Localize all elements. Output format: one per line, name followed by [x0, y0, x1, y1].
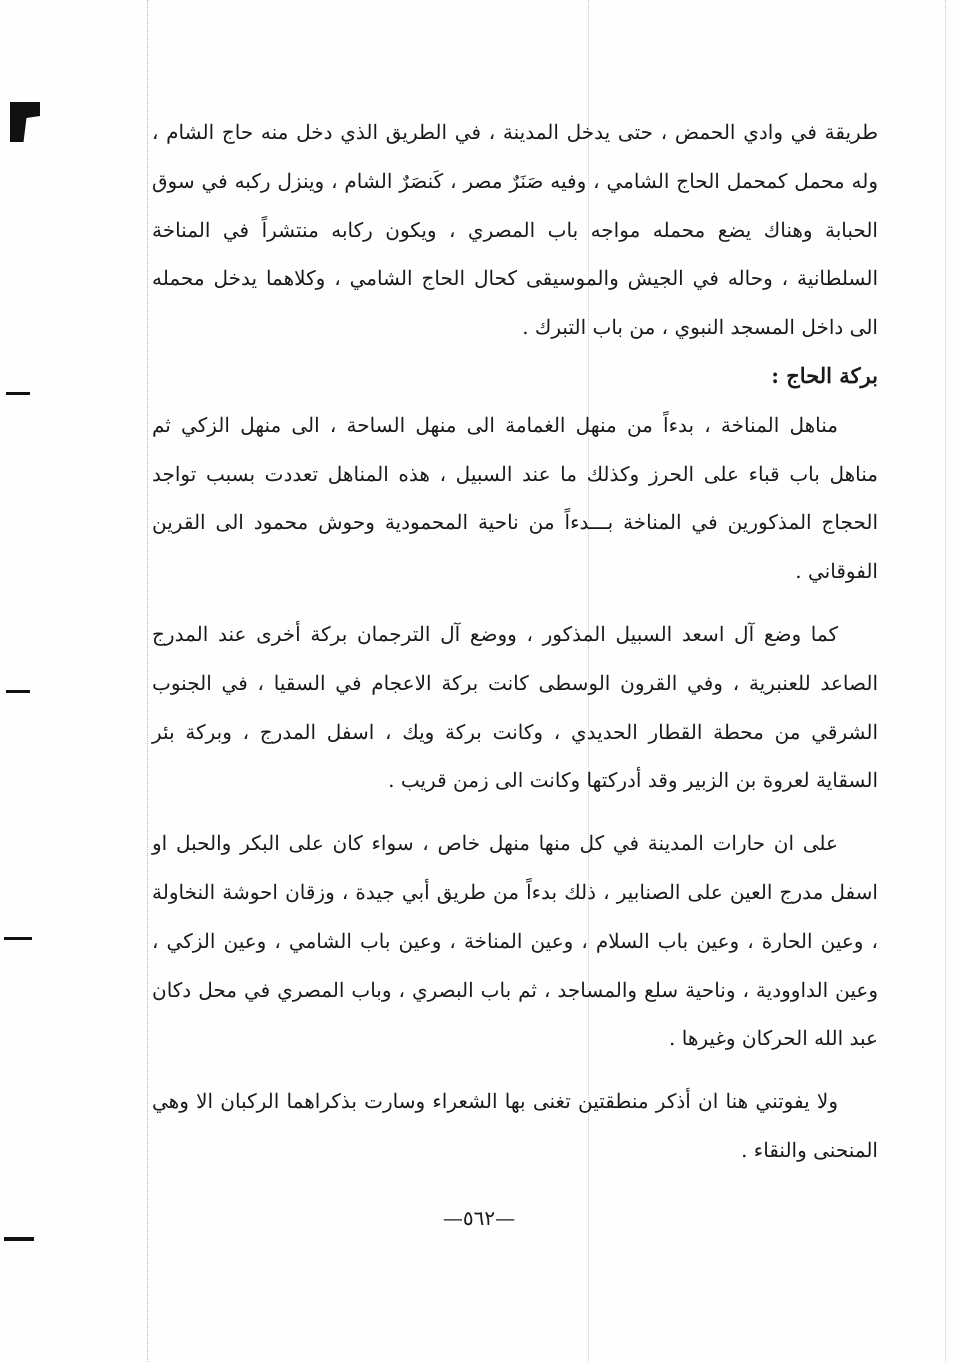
section-heading: بركة الحاج : — [771, 362, 878, 388]
body-text — [152, 108, 878, 1175]
paragraph: مناهل المناخة ، بدءاً من منهل الغمامة الى منهل الساحة ، الى منهل الزكي ثم مناهل باب قباء على الحرز وكذلك ما عند السبيل ، هذه المناهل تعددت بسبب تواجد الحجاج المذكورين في المناخة بـــدءاً من ناحية المحمودية وحوش محمود الى القرين الفوقاني . — [152, 412, 879, 584]
margin-dash-marker — [4, 1237, 34, 1241]
page-number: —٥٦٢— — [442, 1206, 516, 1230]
margin-flag-marker — [10, 102, 40, 142]
margin-dash-marker — [6, 690, 30, 693]
paragraph: على ان حارات المدينة في كل منها منهل خاص ، سواء كان على البكر والحبل او اسفل مدرج العين على الصنابير ، ذلك بدءاً من طريق أبي جيدة ، وزقان احوشة النخاولة ، وعين الحارة ، وعين باب السلام ، وعين المناخة ، وعين باب الشامي ، وعين الزكي ، وعين الداوودية ، وناحية سلع والمساجد ، ثم باب البصري ، وباب المصري في محل دكان عبد الله الحركان وغيرها . — [152, 831, 878, 1051]
paragraph: ولا يفوتني هنا ان أذكر منطقتين تغنى بها الشعراء وسارت بذكراهما الركبان الا وهي المنحنى والنقاء . — [152, 1089, 878, 1162]
margin-dash-marker — [6, 392, 30, 395]
guide-line-left — [147, 0, 148, 1362]
paragraph: طريقة في وادي الحمض ، حتى يدخل المدينة ، في الطريق الذي دخل منه حاج الشام ، وله محمل كمحمل الحاج الشامي ، وفيه صَنَرٌ مصر ، كَنصَرٌ الشام ، وينزل ركبه في سوق الحبابة وهناك يضع محمله مواجه باب المصري ، ويكون ركابه منتشراً في المناخة السلطانية ، وحاله في الجيش والموسيقى كحال الحاج الشامي ، وكلاهما يدخل محمله الى داخل المسجد النبوي ، من باب التبرك . — [152, 120, 878, 340]
paragraph: كما وضع آل اسعد السبيل المذكور ، ووضع آل الترجمان بركة أخرى عند المدرج الصاعد للعنبرية ، وفي القرون الوسطى كانت بركة الاعجام في السقيا ، في الجنوب الشرقي من محطة القطار الحديدي ، وكانت بركة ويك ، اسفل المدرج ، وبركة بئر السقاية لعروة بن الزبير وقد أدركتها وكانت الى زمن قريب . — [152, 621, 879, 793]
margin-dash-marker — [4, 937, 32, 940]
guide-line-right — [945, 0, 946, 1362]
